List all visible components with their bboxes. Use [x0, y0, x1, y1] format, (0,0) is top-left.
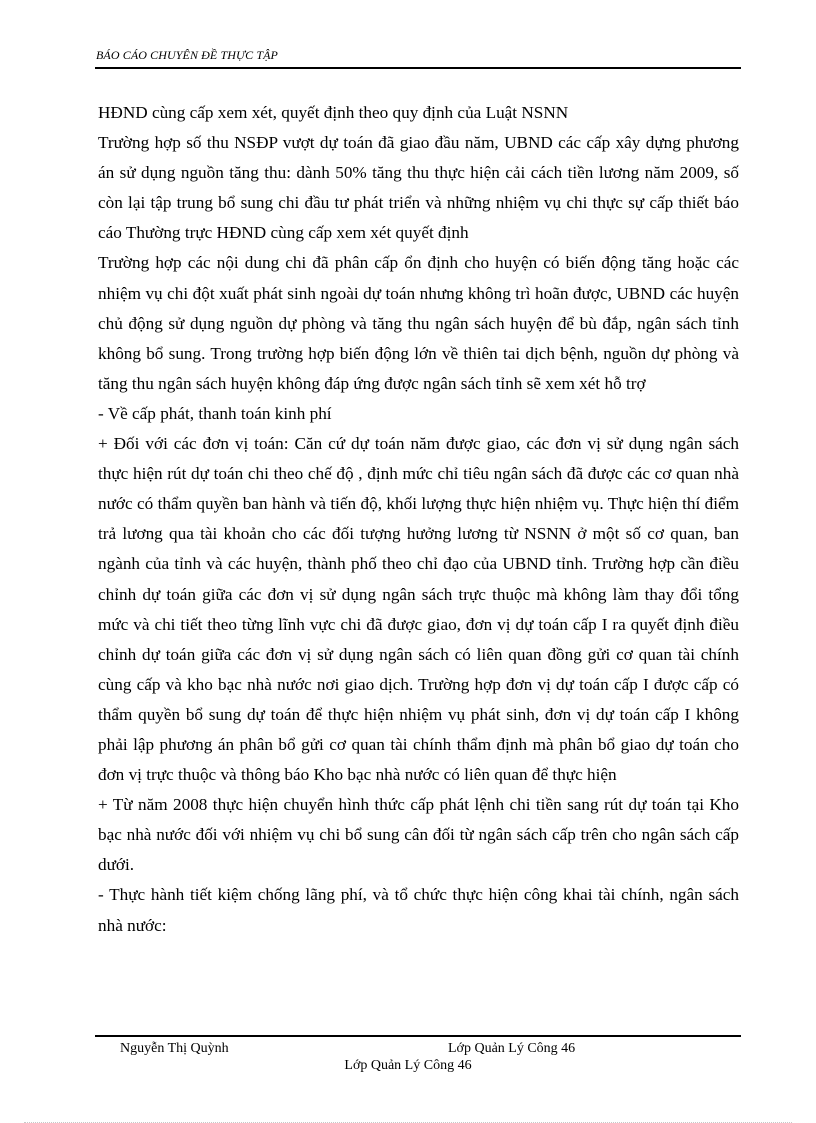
paragraph: - Về cấp phát, thanh toán kinh phí — [98, 403, 332, 423]
footer-divider — [95, 1035, 741, 1037]
header-divider — [95, 67, 741, 69]
paragraph: HĐND cùng cấp xem xét, quyết định theo quy định của Luật NSNN — [98, 103, 569, 122]
footer-author: Nguyễn Thị Quỳnh — [120, 1041, 229, 1056]
paragraph: + Đối với các đơn vị toán: Căn cứ dự toán năm được giao, các đơn vị sử dụng ngân sách thực hiện rút dự toán chi theo chế độ , định mức chỉ tiêu ngân sách đã được các cơ quan nhà nước có thẩm quyền ban hành và tiến độ, khối lượng thực hiện nhiệm vụ. Thực hiện thí điểm trả lương qua tài khoản cho các đối tượng hưởng lương từ NSNN ở một số cơ quan, ban ngành của tỉnh và các huyện, thành phố theo chỉ đạo của UBND tỉnh. Trường hợp cần điều chỉnh dự toán giữa các đơn vị sử dụng ngân sách trực thuộc mà không làm thay đổi tổng mức và chi tiết theo từng lĩnh vực chi đã được giao, đơn vị dự toán cấp I ra quyết định điều chỉnh dự toán giữa các đơn vị sử dụng ngân sách có liên quan đồng gửi cơ quan tài chính cùng cấp và kho bạc nhà nước nơi giao dịch. Trường hợp đơn vị dự toán cấp I được cấp có thẩm quyền bổ sung dự toán để thực hiện nhiệm vụ phát sinh, đơn vị dự toán cấp I không phải lập phương án phân bổ gửi cơ quan tài chính thẩm định mà phân bổ giao dự toán cho đơn vị trực thuộc và thông báo Kho bạc nhà nước có liên quan để thực hiện — [98, 434, 739, 785]
paragraph: + Từ năm 2008 thực hiện chuyển hình thức cấp phát lệnh chi tiền sang rút dự toán tại Kho bạc nhà nước đối với nhiệm vụ chi bổ sung cân đối từ ngân sách cấp trên cho ngân sách cấp dưới. — [98, 795, 739, 875]
footer-class-center: Lớp Quản Lý Công 46 — [344, 1058, 472, 1073]
document-body — [98, 98, 739, 941]
footer-class-right: Lớp Quản Lý Công 46 — [448, 1041, 576, 1056]
paragraph: - Thực hành tiết kiệm chống lãng phí, và tổ chức thực hiện công khai tài chính, ngân sách nhà nước: — [98, 885, 739, 935]
page-header-title: BÁO CÁO CHUYÊN ĐỀ THỰC TẬP — [96, 48, 278, 62]
paragraph: Trường hợp các nội dung chi đã phân cấp ổn định cho huyện có biến động tăng hoặc các nhiệm vụ chi đột xuất phát sinh ngoài dự toán nhưng không trì hoãn được, UBND các huyện chủ động sử dụng nguồn dự phòng và tăng thu ngân sách huyện để bù đắp, ngân sách tỉnh không bổ sung. Trong trường hợp biến động lớn về thiên tai dịch bệnh, nguồn dự phòng và tăng thu ngân sách huyện không đáp ứng được ngân sách tỉnh sẽ xem xét hỗ trợ — [98, 253, 739, 393]
paragraph: Trường hợp số thu NSĐP vượt dự toán đã giao đầu năm, UBND các cấp xây dựng phương án sử dụng nguồn tăng thu: dành 50% tăng thu thực hiện cải cách tiền lương năm 2009, số còn lại tập trung bổ sung chi đầu tư phát triển và những nhiệm vụ chi thực sự cấp thiết báo cáo Thường trực HĐND cùng cấp xem xét quyết định — [98, 133, 739, 243]
